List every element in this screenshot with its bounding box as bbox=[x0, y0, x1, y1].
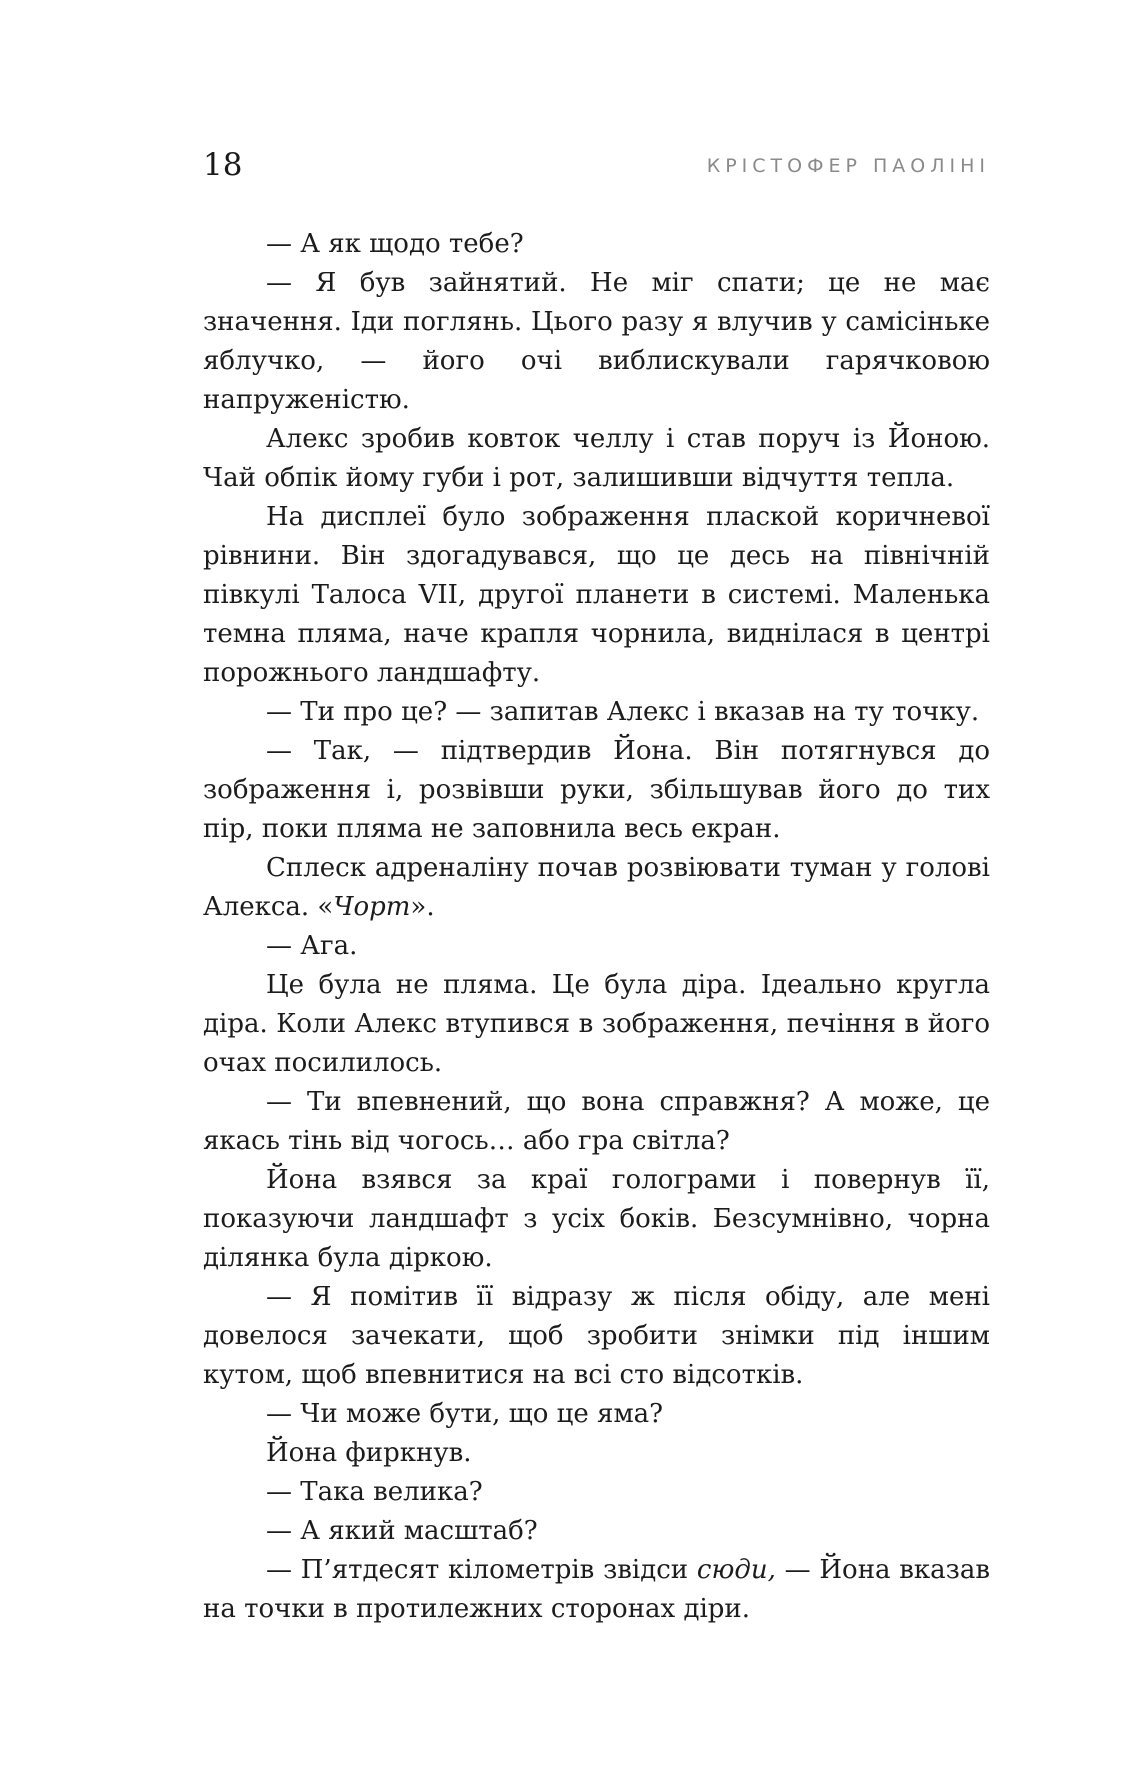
paragraph: — Ти впевнений, що вона справжня? А може, це якась тінь від чогось… або гра світла? bbox=[203, 1087, 990, 1156]
text-run: ». bbox=[410, 892, 435, 922]
paragraph: — Ага. bbox=[266, 931, 358, 961]
paragraph: — Я був зайнятий. Не міг спати; це не має значення. Іди поглянь. Цього разу я влучив у самісіньке яблучко, — його очі виблискували гарячковою напруженістю. bbox=[203, 268, 990, 415]
paragraph: — Така велика? bbox=[266, 1477, 483, 1507]
paragraph: Йона взявся за краї голограми і повернув її, показуючи ландшафт з усіх боків. Безсумнівно, чорна ділянка була діркою. bbox=[203, 1165, 990, 1273]
italic-text: сюди, bbox=[696, 1555, 776, 1585]
page-number: 18 bbox=[203, 147, 243, 183]
paragraph: Алекс зробив ковток челлу і став поруч із Йоною. Чай обпік йому губи і рот, залишивши відчуття тепла. bbox=[203, 424, 990, 493]
paragraph: — Я помітив її відразу ж після обіду, але мені довелося зачекати, щоб зробити знімки під іншим кутом, щоб впевнитися на всі сто відсотків. bbox=[203, 1282, 990, 1390]
paragraph bbox=[203, 1551, 990, 1629]
paragraph: — А як щодо тебе? bbox=[266, 229, 524, 259]
paragraph: Це була не пляма. Це була діра. Ідеально кругла діра. Коли Алекс втупився в зображення, печіння в його очах посилилось. bbox=[203, 970, 990, 1078]
paragraph: На дисплеї було зображення плаской коричневої рівнини. Він здогадувався, що це десь на північній півкулі Талоса VII, другої планети в системі. Маленька темна пляма, наче крапля чорнила, виднілася в центрі порожнього ландшафту. bbox=[203, 502, 990, 688]
running-head-author: КРІСТОФЕР ПАОЛІНІ bbox=[706, 155, 990, 177]
italic-text: Чорт bbox=[333, 892, 411, 922]
text-run: — Йона вказав на точки в протилежних сторонах діри. bbox=[203, 1555, 990, 1624]
page-header bbox=[203, 144, 990, 186]
paragraph: — Чи може бути, що це яма? bbox=[266, 1399, 664, 1429]
paragraph: — А який масштаб? bbox=[266, 1516, 538, 1546]
paragraph: Йона фиркнув. bbox=[266, 1438, 472, 1468]
text-run: Сплеск адреналіну почав розвіювати туман у голові Алекса. « bbox=[203, 853, 990, 922]
paragraph bbox=[203, 849, 990, 927]
text-run: — П’ятдесят кілометрів звідси bbox=[266, 1555, 697, 1585]
body-text bbox=[203, 225, 990, 1629]
paragraph: — Так, — підтвердив Йона. Він потягнувся до зображення і, розвівши руки, збільшував його до тих пір, поки пляма не заповнила весь екран. bbox=[203, 736, 990, 844]
paragraph: — Ти про це? — запитав Алекс і вказав на ту точку. bbox=[266, 697, 980, 727]
